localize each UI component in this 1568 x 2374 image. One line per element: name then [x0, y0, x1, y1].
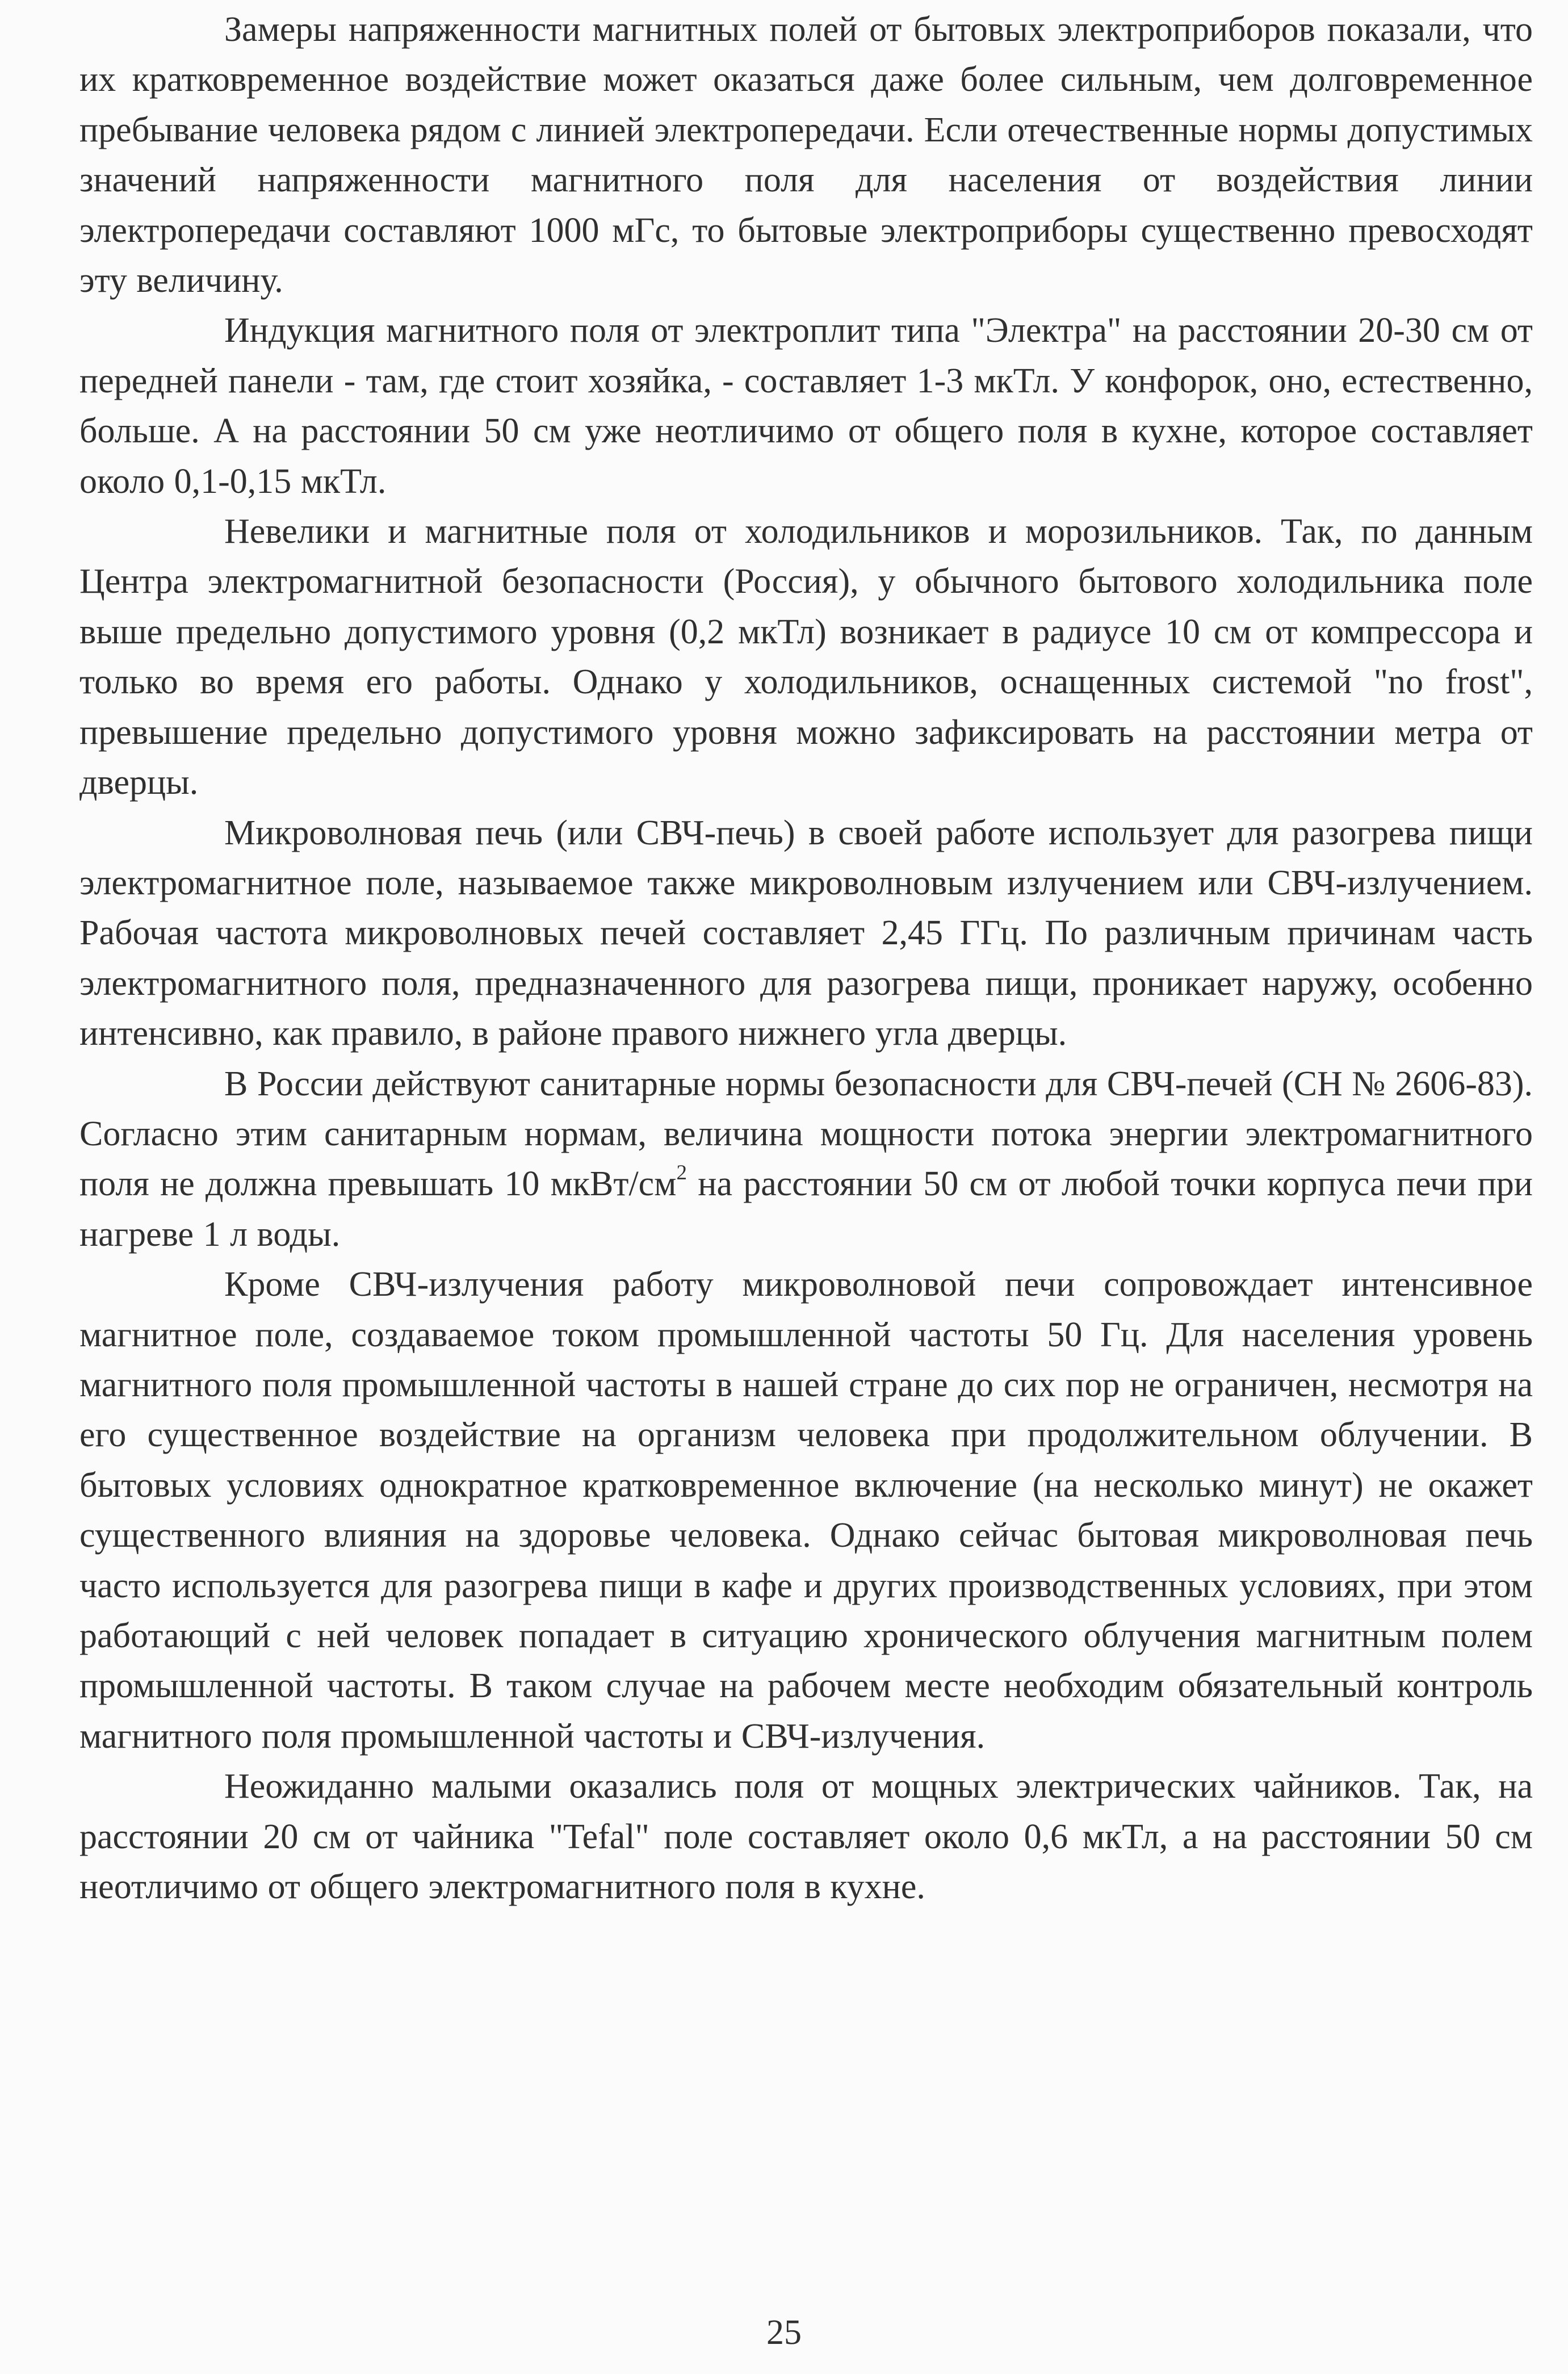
- paragraph-4: Микроволновая печь (или СВЧ-печь) в своей работе использует для разогрева пищи электромагнитное поле, называемое также микроволновым излучением или СВЧ-излучением. Рабочая частота микроволновых печей составляет 2,45 ГГц. По различным причинам часть электромагнитного поля, предназначенного для разогрева пищи, проникает наружу, особенно интенсивно, как правило, в районе правого нижнего угла дверцы.: [79, 813, 1533, 1053]
- body-text: [79, 5, 1533, 1912]
- paragraph-3: Невелики и магнитные поля от холодильников и морозильников. Так, по данным Центра электромагнитной безопасности (Россия), у обычного бытового холодильника поле выше предельно допустимого уровня (0,2 мкТл) возникает в радиусе 10 см от компрессора и только во время его работы. Однако у холодильников, оснащенных системой "no frost", превышение предельно допустимого уровня можно зафиксировать на расстоянии метра от дверцы.: [79, 512, 1533, 802]
- superscript-exponent: 2: [676, 1161, 687, 1185]
- paragraph-5-text-before: В России действуют санитарные нормы безопасности для СВЧ-печей (СН № 2606-83). Согласно этим санитарным нормам, величина мощности потока энергии электромагнитного поля не должна превышать 10 мкВт/см: [79, 1064, 1533, 1204]
- paragraph-5: [79, 1059, 1533, 1260]
- paragraph-1: Замеры напряженности магнитных полей от бытовых электроприборов показали, что их кратковременное воздействие может оказаться даже более сильным, чем долговременное пребывание человека рядом с линией электропередачи. Если отечественные нормы допустимых значений напряженности магнитного поля для населения от воздействия линии электропередачи составляют 1000 мГс, то бытовые электроприборы существенно превосходят эту величину.: [79, 10, 1533, 300]
- page-number: 25: [766, 2313, 802, 2352]
- paragraph-5-text-after: на расстоянии 50 см от любой точки корпуса печи при нагреве 1 л воды.: [79, 1165, 1533, 1254]
- paragraph-7: Неожиданно малыми оказались поля от мощных электрических чайников. Так, на расстоянии 20 см от чайника "Tefal" поле составляет около 0,6 мкТл, а на расстоянии 50 см неотличимо от общего электромагнитного поля в кухне.: [79, 1767, 1533, 1907]
- paragraph-2: Индукция магнитного поля от электроплит типа "Электра" на расстоянии 20-30 см от передней панели - там, где стоит хозяйка, - составляет 1-3 мкТл. У конфорок, оно, естественно, больше. А на расстоянии 50 см уже неотличимо от общего поля в кухне, которое составляет около 0,1-0,15 мкТл.: [79, 311, 1533, 501]
- paragraph-6: Кроме СВЧ-излучения работу микроволновой печи сопровождает интенсивное магнитное поле, создаваемое током промышленной частоты 50 Гц. Для населения уровень магнитного поля промышленной частоты в нашей стране до сих пор не ограничен, несмотря на его существенное воздействие на организм человека при продолжительном облучении. В бытовых условиях однократное кратковременное включение (на несколько минут) не окажет существенного влияния на здоровье человека. Однако сейчас бытовая микроволновая печь часто используется для разогрева пищи в кафе и других производственных условиях, при этом работающий с ней человек попадает в ситуацию хронического облучения магнитным полем промышленной частоты. В таком случае на рабочем месте необходим обязательный контроль магнитного поля промышленной частоты и СВЧ-излучения.: [79, 1265, 1533, 1756]
